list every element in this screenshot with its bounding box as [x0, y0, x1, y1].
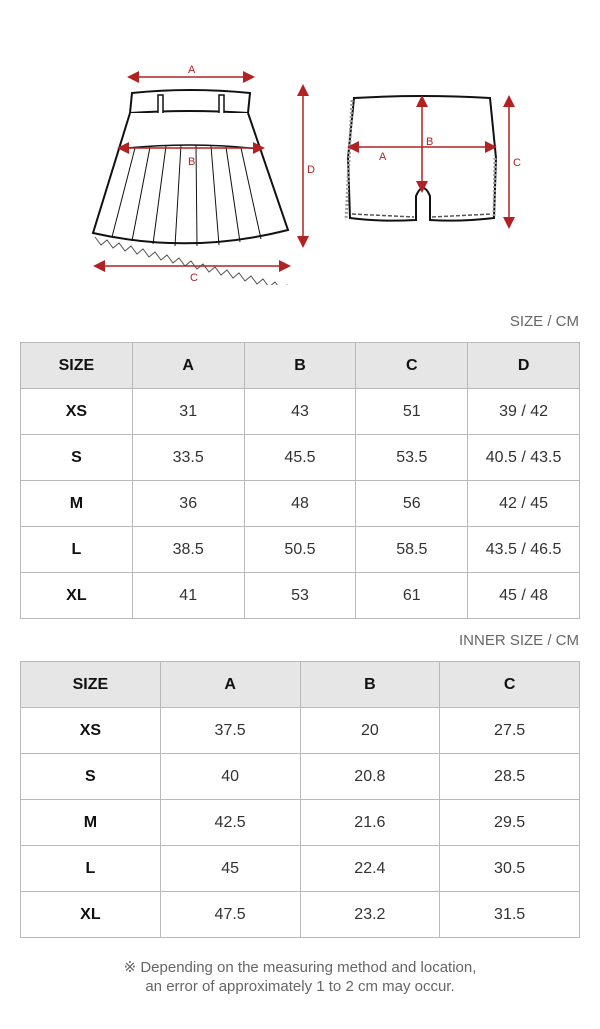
inner-unit-label: INNER SIZE / CM: [458, 632, 579, 649]
value-cell-b: 53: [244, 573, 356, 619]
table-row: [21, 754, 580, 800]
value-cell-c: 30.5: [440, 846, 580, 892]
table-row: [21, 708, 580, 754]
skirt-label-c: C: [190, 272, 198, 284]
value-cell-b: 48: [244, 481, 356, 527]
size-cell: S: [21, 754, 161, 800]
skirt-label-b: B: [188, 156, 196, 168]
value-cell-c: 27.5: [440, 708, 580, 754]
footnote-line-2: an error of approximately 1 to 2 cm may occur.: [145, 978, 455, 995]
main-unit-label: SIZE / CM: [509, 313, 579, 330]
table-row: [21, 892, 580, 938]
size-cell: XS: [21, 708, 161, 754]
value-cell-b: 43: [244, 389, 356, 435]
value-cell-a: 45: [160, 846, 300, 892]
value-cell-d: 42 / 45: [468, 481, 580, 527]
size-cell: L: [21, 846, 161, 892]
value-cell-a: 47.5: [160, 892, 300, 938]
value-cell-c: 29.5: [440, 800, 580, 846]
size-cell: XS: [21, 389, 133, 435]
table-row: [21, 527, 580, 573]
table-row: [21, 435, 580, 481]
inner-label-c: C: [513, 157, 521, 169]
value-cell-a: 36: [132, 481, 244, 527]
size-cell: L: [21, 527, 133, 573]
table-row: [21, 389, 580, 435]
size-table: [20, 342, 580, 619]
value-cell-a: 40: [160, 754, 300, 800]
measurement-footnote: [0, 958, 600, 996]
size-cell: XL: [21, 892, 161, 938]
column-header-size: SIZE: [21, 662, 161, 708]
value-cell-b: 20.8: [300, 754, 440, 800]
table-row: [21, 573, 580, 619]
value-cell-b: 50.5: [244, 527, 356, 573]
column-header-b: B: [300, 662, 440, 708]
size-cell: XL: [21, 573, 133, 619]
value-cell-c: 31.5: [440, 892, 580, 938]
inner-size-table: [20, 661, 580, 938]
table-row: [21, 481, 580, 527]
value-cell-d: 43.5 / 46.5: [468, 527, 580, 573]
value-cell-a: 42.5: [160, 800, 300, 846]
column-header-d: D: [468, 343, 580, 389]
value-cell-a: 41: [132, 573, 244, 619]
inner-shorts-diagram: [330, 80, 530, 240]
column-header-a: A: [132, 343, 244, 389]
value-cell-c: 58.5: [356, 527, 468, 573]
value-cell-c: 51: [356, 389, 468, 435]
value-cell-d: 39 / 42: [468, 389, 580, 435]
skirt-diagram: [80, 55, 320, 285]
value-cell-b: 45.5: [244, 435, 356, 481]
value-cell-a: 33.5: [132, 435, 244, 481]
skirt-label-a: A: [188, 64, 196, 76]
table-row: [21, 846, 580, 892]
value-cell-b: 21.6: [300, 800, 440, 846]
column-header-c: C: [440, 662, 580, 708]
inner-label-a: A: [379, 151, 387, 163]
value-cell-a: 38.5: [132, 527, 244, 573]
column-header-b: B: [244, 343, 356, 389]
value-cell-b: 23.2: [300, 892, 440, 938]
footnote-line-1: ※ Depending on the measuring method and location,: [123, 959, 477, 976]
value-cell-c: 28.5: [440, 754, 580, 800]
value-cell-c: 56: [356, 481, 468, 527]
inner-label-b: B: [426, 136, 434, 148]
column-header-c: C: [356, 343, 468, 389]
size-cell: M: [21, 481, 133, 527]
value-cell-a: 37.5: [160, 708, 300, 754]
size-cell: M: [21, 800, 161, 846]
table-row: [21, 800, 580, 846]
size-cell: S: [21, 435, 133, 481]
value-cell-c: 61: [356, 573, 468, 619]
column-header-a: A: [160, 662, 300, 708]
value-cell-b: 20: [300, 708, 440, 754]
measurement-diagrams: [0, 0, 600, 300]
value-cell-d: 40.5 / 43.5: [468, 435, 580, 481]
table-header-row: [21, 662, 580, 708]
table-header-row: [21, 343, 580, 389]
value-cell-a: 31: [132, 389, 244, 435]
value-cell-d: 45 / 48: [468, 573, 580, 619]
column-header-size: SIZE: [21, 343, 133, 389]
value-cell-b: 22.4: [300, 846, 440, 892]
skirt-label-d: D: [307, 164, 315, 176]
value-cell-c: 53.5: [356, 435, 468, 481]
